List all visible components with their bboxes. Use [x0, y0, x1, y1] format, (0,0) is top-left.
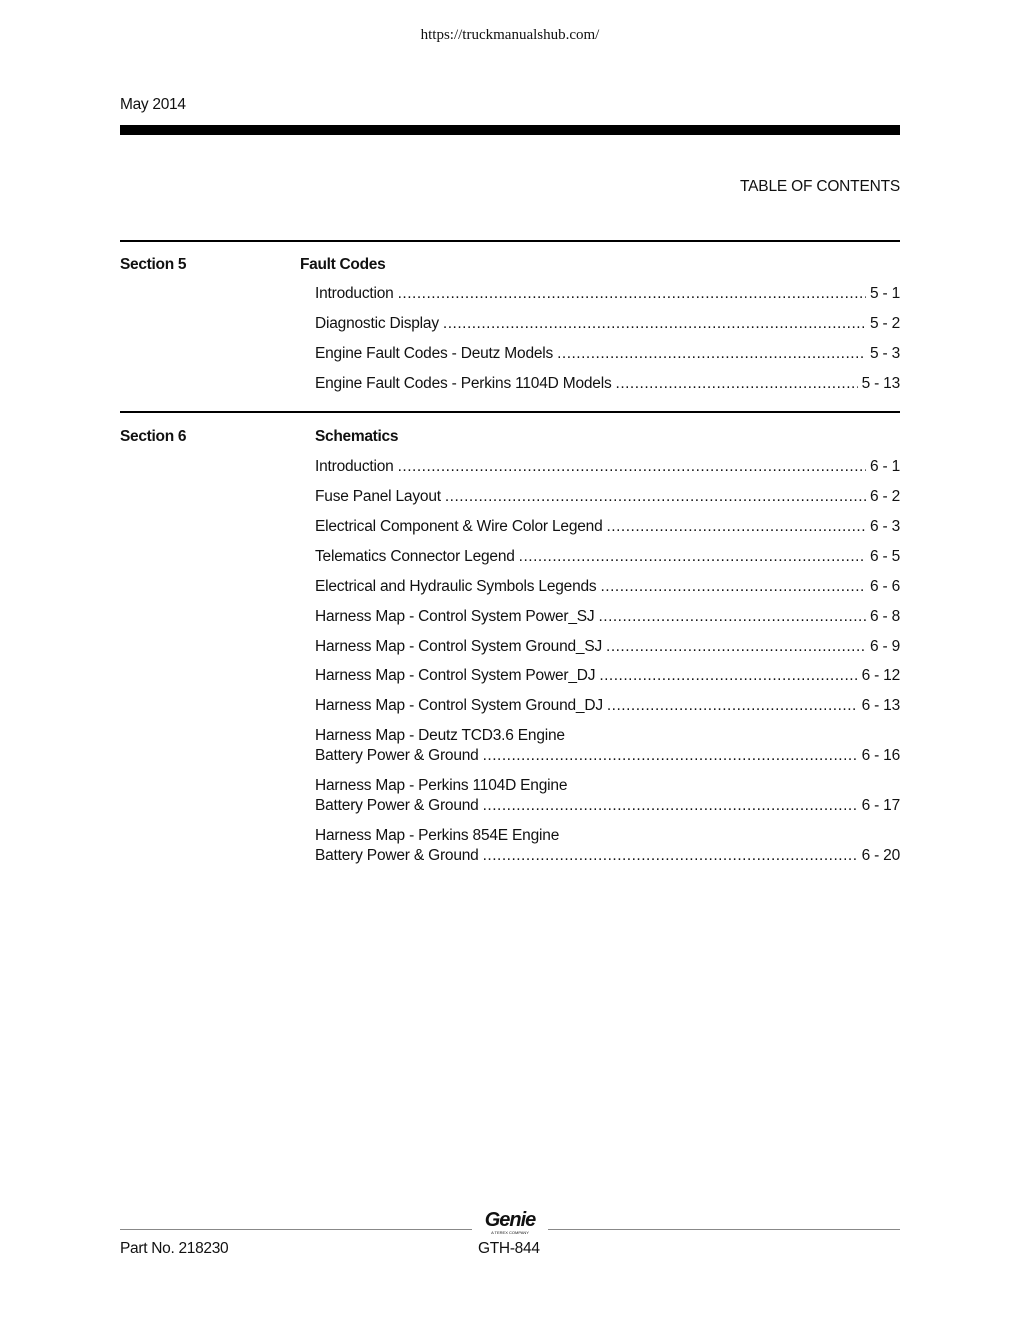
toc-entry-schematics-introduction[interactable] [315, 457, 900, 477]
toc-title: TABLE OF CONTENTS [740, 178, 900, 195]
toc-entry-page: 6 - 12 [861, 667, 900, 684]
toc-entry-page: 6 - 20 [861, 847, 900, 864]
model-number: GTH-844 [478, 1240, 540, 1257]
toc-entry-title: Harness Map - Control System Power_DJ [315, 667, 596, 684]
dot-leader [443, 314, 866, 334]
footer-rule-left [120, 1229, 472, 1230]
toc-entry-power-dj[interactable] [315, 666, 900, 686]
toc-entry-title: Introduction [315, 285, 394, 302]
toc-entry-title-line1: Harness Map - Perkins 854E Engine [315, 827, 560, 844]
section-5-label: Section 5 [120, 256, 187, 273]
toc-entry-deutz-fault-codes[interactable] [315, 344, 900, 364]
part-number: Part No. 218230 [120, 1240, 229, 1257]
dot-leader [607, 696, 858, 716]
genie-logo [476, 1209, 544, 1237]
dot-leader [483, 746, 858, 766]
dot-leader [600, 577, 866, 597]
dot-leader [445, 487, 866, 507]
toc-entry-page: 6 - 3 [869, 518, 900, 535]
toc-entry-fuse-panel-layout[interactable] [315, 487, 900, 507]
toc-entry-fault-introduction[interactable] [315, 284, 900, 304]
toc-entry-title-line1: Harness Map - Deutz TCD3.6 Engine [315, 727, 565, 744]
dot-leader [483, 796, 858, 816]
dot-leader [557, 344, 866, 364]
header-bar [120, 125, 900, 135]
toc-entry-page: 6 - 6 [869, 578, 900, 595]
toc-entry-title-line1: Harness Map - Perkins 1104D Engine [315, 777, 568, 794]
toc-entry-title: Engine Fault Codes - Deutz Models [315, 345, 554, 362]
toc-entry-deutz-battery[interactable] [315, 726, 900, 766]
toc-entry-title: Fuse Panel Layout [315, 488, 441, 505]
toc-entry-symbols-legends[interactable] [315, 577, 900, 597]
toc-entry-title: Diagnostic Display [315, 315, 439, 332]
source-url[interactable]: https://truckmanualshub.com/ [420, 27, 600, 43]
toc-entry-title: Telematics Connector Legend [315, 548, 515, 565]
toc-entry-title: Electrical Component & Wire Color Legend [315, 518, 603, 535]
document-date: May 2014 [120, 96, 186, 113]
toc-entry-power-sj[interactable] [315, 607, 900, 627]
toc-entry-page: 6 - 1 [869, 458, 900, 475]
dot-leader [398, 284, 866, 304]
toc-entry-title: Electrical and Hydraulic Symbols Legends [315, 578, 597, 595]
toc-entry-title: Harness Map - Control System Power_SJ [315, 608, 595, 625]
toc-entry-perkins-1104d-battery[interactable] [315, 776, 900, 816]
toc-entry-title: Battery Power & Ground [315, 797, 479, 814]
toc-entry-title: Harness Map - Control System Ground_DJ [315, 697, 603, 714]
toc-entry-ground-sj[interactable] [315, 637, 900, 657]
toc-entry-page: 5 - 3 [869, 345, 900, 362]
dot-leader [606, 637, 866, 657]
dot-leader [599, 666, 857, 686]
toc-entry-page: 5 - 2 [869, 315, 900, 332]
toc-entry-ground-dj[interactable] [315, 696, 900, 716]
toc-entry-page: 6 - 2 [869, 488, 900, 505]
section-divider [120, 240, 900, 242]
dot-leader [398, 457, 866, 477]
dot-leader [519, 547, 866, 567]
section-6-title: Schematics [315, 428, 399, 445]
toc-entry-title: Engine Fault Codes - Perkins 1104D Models [315, 375, 612, 392]
toc-entry-title: Introduction [315, 458, 394, 475]
toc-entry-telematics-connector-legend[interactable] [315, 547, 900, 567]
toc-entry-page: 6 - 8 [869, 608, 900, 625]
toc-entry-title: Battery Power & Ground [315, 747, 479, 764]
toc-entry-page: 6 - 17 [861, 797, 900, 814]
toc-entry-page: 5 - 1 [869, 285, 900, 302]
dot-leader [616, 374, 858, 394]
toc-entry-perkins-fault-codes[interactable] [315, 374, 900, 394]
toc-entry-title: Harness Map - Control System Ground_SJ [315, 638, 603, 655]
section-divider [120, 411, 900, 413]
toc-entry-page: 6 - 9 [869, 638, 900, 655]
logo-subtext: A TEREX COMPANY [491, 1230, 529, 1235]
toc-entry-page: 6 - 16 [861, 747, 900, 764]
logo-wordmark: Genie [484, 1209, 536, 1231]
toc-entry-wire-color-legend[interactable] [315, 517, 900, 537]
toc-entry-page: 6 - 13 [861, 697, 900, 714]
dot-leader [607, 517, 866, 537]
footer-rule-right [548, 1229, 900, 1230]
section-5-title: Fault Codes [300, 256, 386, 273]
toc-entry-page: 6 - 5 [869, 548, 900, 565]
toc-entry-diagnostic-display[interactable] [315, 314, 900, 334]
toc-entry-title: Battery Power & Ground [315, 847, 479, 864]
dot-leader [483, 846, 858, 866]
toc-entry-page: 5 - 13 [861, 375, 900, 392]
toc-entry-perkins-854e-battery[interactable] [315, 826, 900, 866]
dot-leader [598, 607, 866, 627]
section-6-label: Section 6 [120, 428, 187, 445]
